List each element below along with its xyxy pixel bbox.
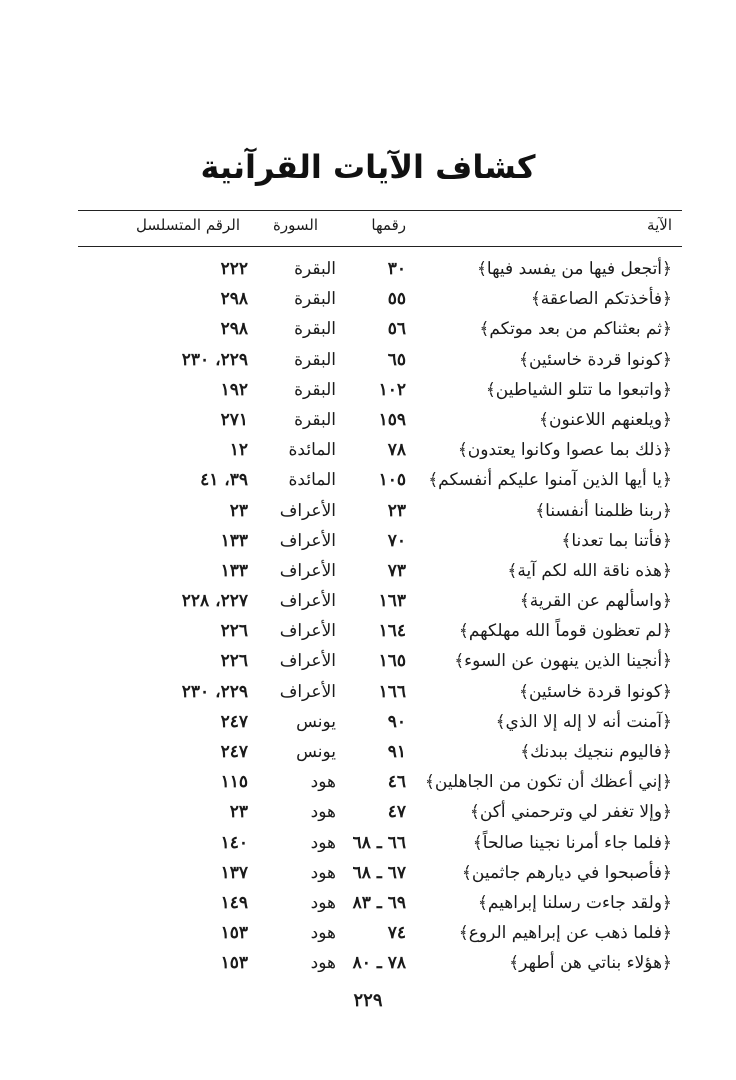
- verse-cell: ﴿واسألهم عن القرية﴾: [519, 591, 672, 612]
- table-row: [0, 617, 736, 647]
- surah-cell: البقرة: [294, 259, 336, 279]
- verse-cell: ﴿ويلعنهم اللاعنون﴾: [539, 409, 672, 430]
- surah-cell: هود: [310, 953, 336, 974]
- serial-number-cell: ٢٢٩، ٢٣٠: [181, 349, 248, 370]
- verse-number-cell: ٦٥: [387, 349, 406, 370]
- serial-number-cell: ١٣٣: [220, 560, 248, 581]
- table-row: [0, 527, 736, 557]
- verse-cell: ﴿لم تعظون قوماً الله مهلكهم﴾: [458, 621, 672, 642]
- verse-number-cell: ١٦٤: [378, 621, 406, 642]
- surah-cell: هود: [310, 772, 336, 793]
- table-row: [0, 436, 736, 466]
- table-row: [0, 798, 736, 828]
- verse-cell: ﴿فلما ذهب عن إبراهيم الروع﴾: [458, 923, 672, 944]
- verse-cell: ﴿واتبعوا ما تتلو الشياطين﴾: [485, 379, 672, 400]
- surah-cell: البقرة: [294, 409, 336, 430]
- table-row: [0, 406, 736, 436]
- surah-cell: يونس: [296, 742, 336, 762]
- verse-number-cell: ١٥٩: [378, 409, 406, 430]
- surah-cell: البقرة: [294, 289, 336, 310]
- verse-cell: ﴿هؤلاء بناتي هن أطهر﴾: [509, 953, 672, 974]
- table-row: [0, 346, 736, 376]
- serial-number-cell: ١٤٩: [220, 892, 248, 913]
- verse-number-cell: ٣٠: [387, 259, 406, 279]
- surah-cell: هود: [310, 892, 336, 913]
- serial-number-cell: ٢٢٦: [220, 651, 248, 672]
- serial-number-cell: ٢٣: [229, 500, 248, 521]
- verse-cell: ﴿فاليوم ننجيك ببدنك﴾: [520, 742, 672, 762]
- serial-number-cell: ٢٤٧: [220, 711, 248, 732]
- verse-cell: ﴿ثم بعثناكم من بعد موتكم﴾: [479, 319, 672, 340]
- header-number: رقمها: [371, 216, 406, 234]
- verse-number-cell: ٦٩ ـ ٨٣: [352, 892, 406, 913]
- table-row: [0, 557, 736, 587]
- table-row: [0, 255, 736, 285]
- verse-number-cell: ١٦٥: [378, 651, 406, 672]
- verse-number-cell: ٧٤: [387, 923, 406, 944]
- table-row: [0, 738, 736, 768]
- verse-number-cell: ٩٠: [387, 711, 406, 732]
- serial-number-cell: ١٣٧: [220, 862, 248, 883]
- page-title: كشاف الآيات القرآنية: [200, 148, 536, 186]
- verse-cell: ﴿فأتنا بما تعدنا﴾: [561, 530, 672, 551]
- surah-cell: الأعراف: [279, 651, 336, 672]
- verse-number-cell: ١٠٥: [378, 470, 406, 491]
- table-row: [0, 466, 736, 496]
- table-row: [0, 708, 736, 738]
- serial-number-cell: ٢٢٦: [220, 621, 248, 642]
- verse-cell: ﴿فلما جاء أمرنا نجينا صالحاً﴾: [472, 832, 672, 853]
- surah-cell: الأعراف: [279, 560, 336, 581]
- verse-cell: ﴿فأصبحوا في ديارهم جاثمين﴾: [461, 862, 672, 883]
- verse-number-cell: ٤٦: [387, 772, 406, 793]
- surah-cell: الأعراف: [279, 621, 336, 642]
- surah-cell: الأعراف: [279, 500, 336, 521]
- verse-number-cell: ١٦٣: [378, 591, 406, 612]
- verse-cell: ﴿ذلك بما عصوا وكانوا يعتدون﴾: [457, 440, 672, 461]
- serial-number-cell: ٢٩٨: [220, 289, 248, 310]
- surah-cell: هود: [310, 802, 336, 823]
- surah-cell: الأعراف: [279, 530, 336, 551]
- verse-cell: ﴿أتجعل فيها من يفسد فيها﴾: [476, 259, 672, 279]
- surah-cell: هود: [310, 832, 336, 853]
- verse-cell: ﴿وإلا تغفر لي وترحمني أكن﴾: [469, 802, 672, 823]
- verse-number-cell: ٩١: [387, 742, 406, 762]
- verse-cell: ﴿هذه ناقة الله لكم آية﴾: [507, 560, 672, 581]
- table-row: [0, 497, 736, 527]
- verse-number-cell: ٦٧ ـ ٦٨: [352, 862, 406, 883]
- verse-cell: ﴿كونوا قردة خاسئين﴾: [519, 349, 672, 370]
- table-row: [0, 919, 736, 949]
- surah-cell: الأعراف: [279, 591, 336, 612]
- verse-number-cell: ٦٦ ـ ٦٨: [352, 832, 406, 853]
- serial-number-cell: ١٥٣: [220, 923, 248, 944]
- surah-cell: البقرة: [294, 379, 336, 400]
- verse-cell: ﴿آمنت أنه لا إله إلا الذي﴾: [495, 711, 672, 732]
- table-row: [0, 315, 736, 345]
- verse-number-cell: ٥٦: [387, 319, 406, 340]
- table-row: [0, 949, 736, 979]
- verse-cell: ﴿ولقد جاءت رسلنا إبراهيم﴾: [477, 892, 672, 913]
- verse-number-cell: ٧٣: [387, 560, 406, 581]
- verse-number-cell: ٤٧: [387, 802, 406, 823]
- verse-cell: ﴿أنجينا الذين ينهون عن السوء﴾: [454, 651, 672, 672]
- surah-cell: يونس: [296, 711, 336, 732]
- surah-cell: هود: [310, 862, 336, 883]
- serial-number-cell: ٢٧١: [220, 409, 248, 430]
- surah-cell: البقرة: [294, 319, 336, 340]
- surah-cell: البقرة: [294, 349, 336, 370]
- serial-number-cell: ١٣٣: [220, 530, 248, 551]
- verse-number-cell: ١٦٦: [378, 681, 406, 702]
- serial-number-cell: ٢٢٧، ٢٢٨: [181, 591, 248, 612]
- verse-cell: ﴿فأخذتكم الصاعقة﴾: [530, 289, 672, 310]
- serial-number-cell: ١٩٢: [220, 379, 248, 400]
- table-row: [0, 285, 736, 315]
- verse-cell: ﴿ربنا ظلمنا أنفسنا﴾: [535, 500, 672, 521]
- table-row: [0, 647, 736, 677]
- surah-cell: المائدة: [288, 470, 336, 491]
- header-surah: السورة: [273, 216, 318, 234]
- verse-cell: ﴿يا أيها الذين آمنوا عليكم أنفسكم﴾: [428, 470, 672, 491]
- header-verse: الآية: [647, 216, 672, 234]
- serial-number-cell: ٢٢٢: [220, 259, 248, 279]
- header-serial: الرقم المتسلسل: [136, 216, 240, 234]
- serial-number-cell: ٢٢٩، ٢٣٠: [181, 681, 248, 702]
- serial-number-cell: ١٢: [229, 440, 248, 461]
- verse-number-cell: ٧٨ ـ ٨٠: [352, 953, 406, 974]
- verse-cell: ﴿إني أعظك أن تكون من الجاهلين﴾: [424, 772, 672, 793]
- serial-number-cell: ١٤٠: [220, 832, 248, 853]
- serial-number-cell: ٢٤٧: [220, 742, 248, 762]
- verse-number-cell: ٢٣: [387, 500, 406, 521]
- surah-cell: الأعراف: [279, 681, 336, 702]
- verse-number-cell: ٥٥: [387, 289, 406, 310]
- page-number: ٢٢٩: [353, 990, 383, 1011]
- serial-number-cell: ٣٩، ٤١: [200, 470, 248, 491]
- serial-number-cell: ١١٥: [220, 772, 248, 793]
- verse-cell: ﴿كونوا قردة خاسئين﴾: [519, 681, 672, 702]
- table-row: [0, 587, 736, 617]
- table-row: [0, 829, 736, 859]
- table-row: [0, 889, 736, 919]
- surah-cell: المائدة: [288, 440, 336, 461]
- table-row: [0, 678, 736, 708]
- surah-cell: هود: [310, 923, 336, 944]
- verse-number-cell: ١٠٢: [378, 379, 406, 400]
- serial-number-cell: ٢٩٨: [220, 319, 248, 340]
- header-top-rule: [78, 210, 682, 211]
- serial-number-cell: ١٥٣: [220, 953, 248, 974]
- table-row: [0, 768, 736, 798]
- header-bottom-rule: [78, 246, 682, 247]
- serial-number-cell: ٢٣: [229, 802, 248, 823]
- verse-number-cell: ٧٨: [387, 440, 406, 461]
- verse-number-cell: ٧٠: [387, 530, 406, 551]
- table-row: [0, 376, 736, 406]
- verse-index-table: [0, 255, 736, 980]
- table-row: [0, 859, 736, 889]
